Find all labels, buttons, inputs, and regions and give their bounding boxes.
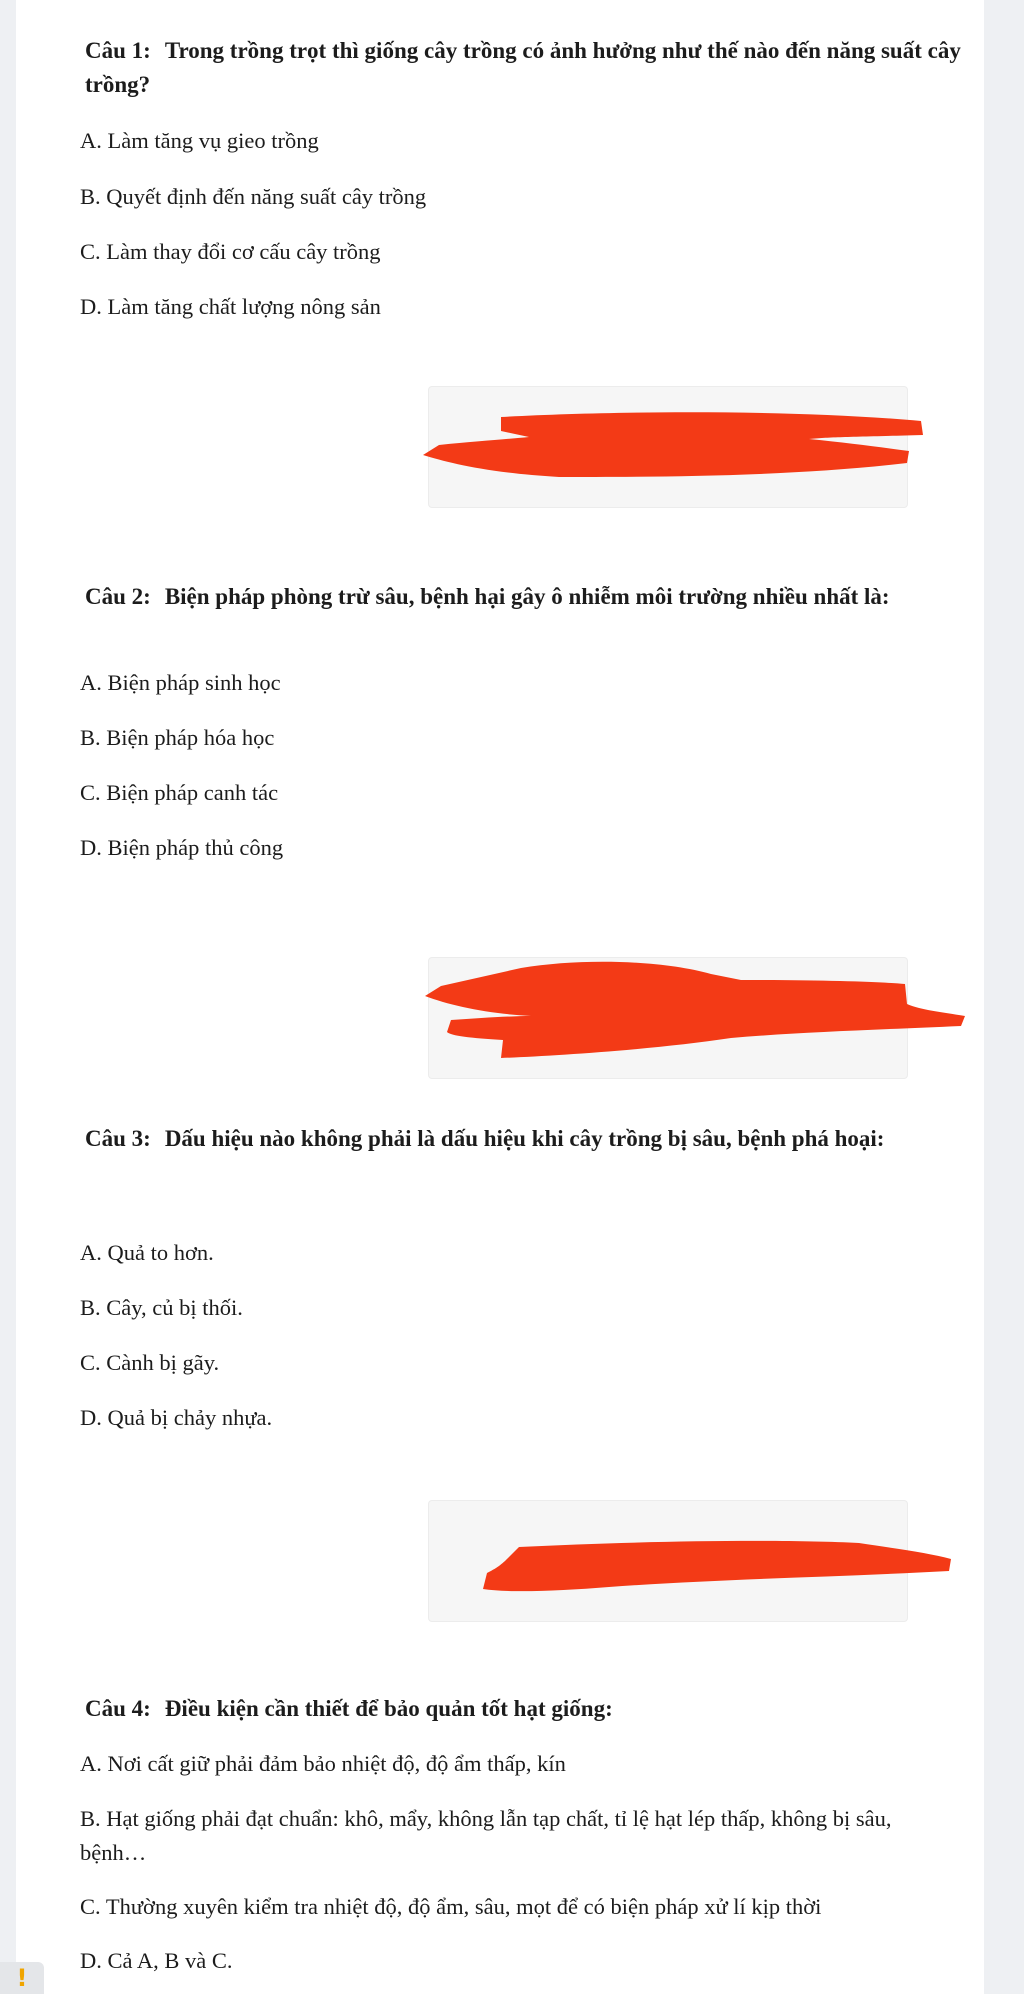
question-text: Trong trồng trọt thì giống cây trồng có ảnh hưởng như thế nào đến năng suất cây trồng?	[85, 38, 961, 97]
option-1a[interactable]: A. Làm tăng vụ gieo trồng	[80, 128, 319, 153]
exclamation-icon: !	[16, 1964, 28, 1992]
question-text: Biện pháp phòng trừ sâu, bệnh hại gây ô nhiễm môi trường nhiều nhất là:	[164, 584, 890, 609]
option-3b[interactable]: B. Cây, củ bị thối.	[80, 1295, 243, 1320]
question-number: Câu 3:	[85, 1126, 151, 1151]
redaction-mark	[409, 407, 949, 487]
option-1b[interactable]: B. Quyết định đến năng suất cây trồng	[80, 184, 427, 209]
option-2c[interactable]: C. Biện pháp canh tác	[80, 780, 279, 805]
option-4b[interactable]: B. Hạt giống phải đạt chuẩn: khô, mẩy, không lẫn tạp chất, tỉ lệ hạt lép thấp, không bị sâu, bệnh…	[80, 1806, 892, 1865]
question-4	[85, 1692, 965, 1726]
option-3d[interactable]: D. Quả bị chảy nhựa.	[80, 1405, 273, 1430]
option-2a[interactable]: A. Biện pháp sinh học	[80, 670, 281, 695]
option-3a[interactable]: A. Quả to hơn.	[80, 1240, 214, 1265]
option-1c[interactable]: C. Làm thay đổi cơ cấu cây trồng	[80, 239, 381, 264]
option-4c[interactable]: C. Thường xuyên kiểm tra nhiệt độ, độ ẩm, sâu, mọt để có biện pháp xử lí kịp thời	[80, 1894, 822, 1919]
left-edge	[0, 0, 16, 1994]
warning-badge[interactable]	[0, 1962, 44, 1994]
redaction-mark	[479, 1537, 979, 1601]
question-1	[85, 34, 965, 102]
option-4d[interactable]: D. Cả A, B và C.	[80, 1948, 233, 1973]
question-text: Dấu hiệu nào không phải là dấu hiệu khi cây trồng bị sâu, bệnh phá hoại:	[164, 1126, 885, 1151]
option-3c[interactable]: C. Cành bị gãy.	[80, 1350, 220, 1375]
question-number: Câu 2:	[85, 584, 151, 609]
answer-box-1[interactable]	[428, 386, 908, 508]
option-1d[interactable]: D. Làm tăng chất lượng nông sản	[80, 294, 381, 319]
question-number: Câu 4:	[85, 1696, 151, 1721]
option-4a[interactable]: A. Nơi cất giữ phải đảm bảo nhiệt độ, độ ẩm thấp, kín	[80, 1751, 566, 1776]
question-text: Điều kiện cần thiết để bảo quản tốt hạt giống:	[164, 1696, 613, 1721]
redaction-mark	[411, 958, 971, 1068]
question-number: Câu 1:	[85, 38, 151, 63]
right-edge	[984, 0, 1024, 1994]
option-2b[interactable]: B. Biện pháp hóa học	[80, 725, 275, 750]
option-2d[interactable]: D. Biện pháp thủ công	[80, 835, 284, 860]
question-2	[85, 580, 965, 614]
answer-box-3[interactable]	[428, 1500, 908, 1622]
question-3	[85, 1122, 965, 1156]
answer-box-2[interactable]	[428, 957, 908, 1079]
quiz-page	[16, 0, 984, 1994]
